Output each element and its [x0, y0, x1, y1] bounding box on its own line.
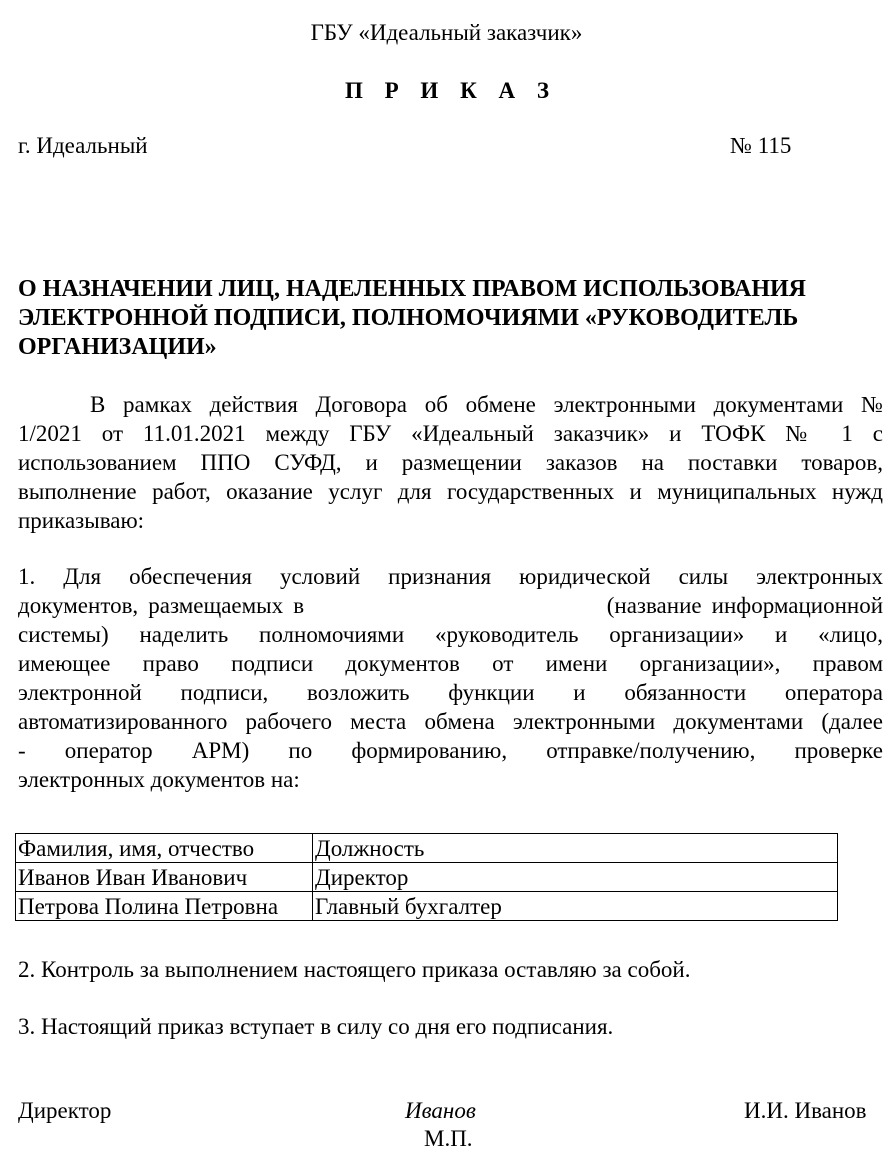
heading-line: О НАЗНАЧЕНИИ ЛИЦ, НАДЕЛЕННЫХ ПРАВОМ ИСПОЛЬЗОВАНИЯ — [18, 276, 806, 302]
paragraph-line: выполнение работ, оказание услуг для государственных и муниципальных нужд — [18, 479, 883, 504]
paragraph-line: документов, размещаемых в (название информационной — [18, 593, 883, 618]
order-heading — [18, 275, 880, 362]
paragraph-line: электронных документов на: — [18, 767, 300, 792]
table-row — [16, 863, 838, 892]
paragraph-line: имеющее право подписи документов от имени организации», правом — [18, 651, 883, 676]
paragraph-line: электронной подписи, возложить функции и обязанности оператора — [18, 680, 883, 705]
table-cell: Петрова Полина Петровна — [16, 892, 313, 921]
column-header-fio: Фамилия, имя, отчество — [16, 834, 313, 863]
item-3-paragraph: 3. Настоящий приказ вступает в силу со дня его подписания. — [18, 1014, 614, 1039]
city: г. Идеальный — [18, 133, 148, 158]
table-header-row — [16, 834, 838, 863]
staff-table — [15, 833, 838, 921]
seal-mark: М.П. — [424, 1126, 473, 1151]
organization-name: ГБУ «Идеальный заказчик» — [310, 20, 583, 45]
table-cell: Директор — [313, 863, 838, 892]
paragraph-line: автоматизированного рабочего места обмена электронными документами (далее — [18, 709, 883, 734]
paragraph-line: - оператор АРМ) по формированию, отправке/получению, проверке — [18, 738, 883, 763]
paragraph-line: В рамках действия Договора об обмене электронными документами № — [90, 392, 883, 417]
table-cell: Иванов Иван Иванович — [16, 863, 313, 892]
document-title: П Р И К А З — [344, 78, 557, 103]
column-header-position: Должность — [313, 834, 838, 863]
table-row — [16, 892, 838, 921]
preamble-paragraph — [18, 390, 883, 535]
heading-line: ЭЛЕКТРОННОЙ ПОДПИСИ, ПОЛНОМОЧИЯМИ «РУКОВОДИТЕЛЬ — [18, 305, 799, 331]
paragraph-line: 1. Для обеспечения условий признания юридической силы электронных — [18, 564, 883, 589]
paragraph-line: приказываю: — [18, 508, 145, 533]
handwritten-signature: Иванов — [405, 1098, 476, 1123]
item-1-paragraph — [18, 562, 883, 794]
paragraph-line: 1/2021 от 11.01.2021 между ГБУ «Идеальный заказчик» и ТОФК № 1 с — [18, 421, 883, 446]
signer-role: Директор — [18, 1098, 112, 1123]
paragraph-line: системы) наделить полномочиями «руководитель организации» и «лицо, — [18, 622, 883, 647]
item-2-paragraph: 2. Контроль за выполнением настоящего приказа оставляю за собой. — [18, 957, 691, 982]
table-cell: Главный бухгалтер — [313, 892, 838, 921]
heading-line: ОРГАНИЗАЦИИ» — [18, 334, 217, 360]
paragraph-line: использованием ППО СУФД, и размещении заказов на поставки товаров, — [18, 450, 883, 475]
order-number: № 115 — [730, 133, 792, 158]
signer-name: И.И. Иванов — [744, 1098, 867, 1123]
